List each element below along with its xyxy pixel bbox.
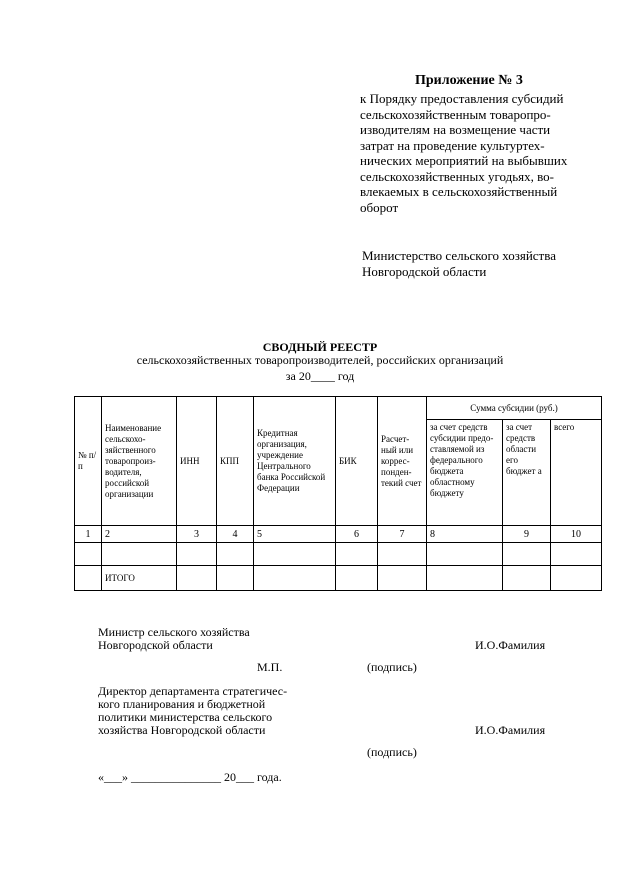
table-cell (378, 566, 427, 591)
table-cell (217, 543, 254, 566)
minister-line-1: Министр сельского хозяйства (98, 625, 250, 639)
column-number: 7 (378, 526, 427, 543)
table-cell (427, 543, 503, 566)
column-number: 6 (336, 526, 378, 543)
table-cell (336, 566, 378, 591)
column-number: 5 (254, 526, 336, 543)
total-label: ИТОГО (102, 566, 177, 591)
table-cell (254, 543, 336, 566)
minister-line-2: Новгородской области (98, 638, 213, 652)
minister-title (98, 626, 250, 652)
table-cell (503, 543, 551, 566)
appendix-line: нических мероприятий на выбывших (360, 153, 568, 168)
table-cell (336, 543, 378, 566)
table-cell (217, 566, 254, 591)
appendix-line: сельскохозяйственным товаропро- (360, 106, 551, 122)
header-kpp: КПП (217, 397, 254, 526)
header-federal: за счет средств субсидии предо-ставляемой из федерального бюджета областному бюджету (427, 420, 503, 526)
column-number: 3 (177, 526, 217, 543)
table-cell (177, 543, 217, 566)
column-number: 4 (217, 526, 254, 543)
table-cell (254, 566, 336, 591)
appendix-line: сельскохозяйственных угодьях, во- (360, 168, 555, 184)
column-number: 9 (503, 526, 551, 543)
table-cell (427, 566, 503, 591)
table-header-row (75, 397, 602, 420)
header-inn: ИНН (177, 397, 217, 526)
header-regional: за счет средств области его бюджет а (503, 420, 551, 526)
header-account: Расчет-ный или коррес-понден-текий счет (378, 397, 427, 526)
addressee-line-1: Министерство сельского хозяйства (362, 248, 556, 263)
table-cell (551, 566, 602, 591)
stamp-label: М.П. (257, 660, 283, 674)
header-bik: БИК (336, 397, 378, 526)
column-number: 10 (551, 526, 602, 543)
table-cell (102, 543, 177, 566)
register-title: СВОДНЫЙ РЕЕСТР (262, 340, 378, 354)
date-line: «___» _______________ 20___ года. (98, 770, 282, 784)
register-table (74, 396, 602, 591)
director-line: хозяйства Новгородской области (98, 723, 266, 737)
appendix-line: оборот (360, 199, 399, 215)
register-subtitle: сельскохозяйственных товаропроизводителей, российских организаций (136, 353, 504, 367)
director-name: И.О.Фамилия (475, 723, 546, 737)
minister-name: И.О.Фамилия (475, 638, 546, 652)
table-row (75, 543, 602, 566)
total-row (75, 566, 602, 591)
register-period: за 20____ год (285, 369, 355, 383)
header-name: Наименование сельскохо-зяйственного товаропроиз-водителя, российской организации (102, 397, 177, 526)
director-line: кого планирования и бюджетной (98, 697, 266, 711)
appendix-description (360, 91, 620, 215)
addressee-block (362, 248, 556, 280)
director-title (98, 685, 287, 737)
column-number: 1 (75, 526, 102, 543)
column-number: 8 (427, 526, 503, 543)
director-line: Директор департамента стратегичес- (98, 684, 288, 698)
table-cell (75, 566, 102, 591)
table-cell (503, 566, 551, 591)
header-subsidy-group: Сумма субсидии (руб.) (427, 397, 602, 420)
director-line: политики министерства сельского (98, 710, 273, 724)
appendix-line: к Порядку предоставления субсидий (360, 91, 564, 106)
appendix-line: влекаемых в сельскохозяйственный (360, 184, 558, 199)
table-cell (551, 543, 602, 566)
header-bank: Кредитная организация, учреждение Центрального банка Российской Федерации (254, 397, 336, 526)
table-cell (378, 543, 427, 566)
table-cell (177, 566, 217, 591)
header-num: № п/п (75, 397, 102, 526)
appendix-line: затрат на проведение культуртех- (360, 137, 545, 153)
signature-label-1: (подпись) (367, 660, 417, 674)
column-number: 2 (102, 526, 177, 543)
appendix-title: Приложение № 3 (415, 73, 523, 88)
table-cell (75, 543, 102, 566)
addressee-line-2: Новгородской области (362, 264, 487, 279)
column-number-row (75, 526, 602, 543)
signature-label-2: (подпись) (367, 745, 417, 759)
header-total: всего (551, 420, 602, 526)
appendix-line: изводителям на возмещение части (360, 122, 551, 137)
